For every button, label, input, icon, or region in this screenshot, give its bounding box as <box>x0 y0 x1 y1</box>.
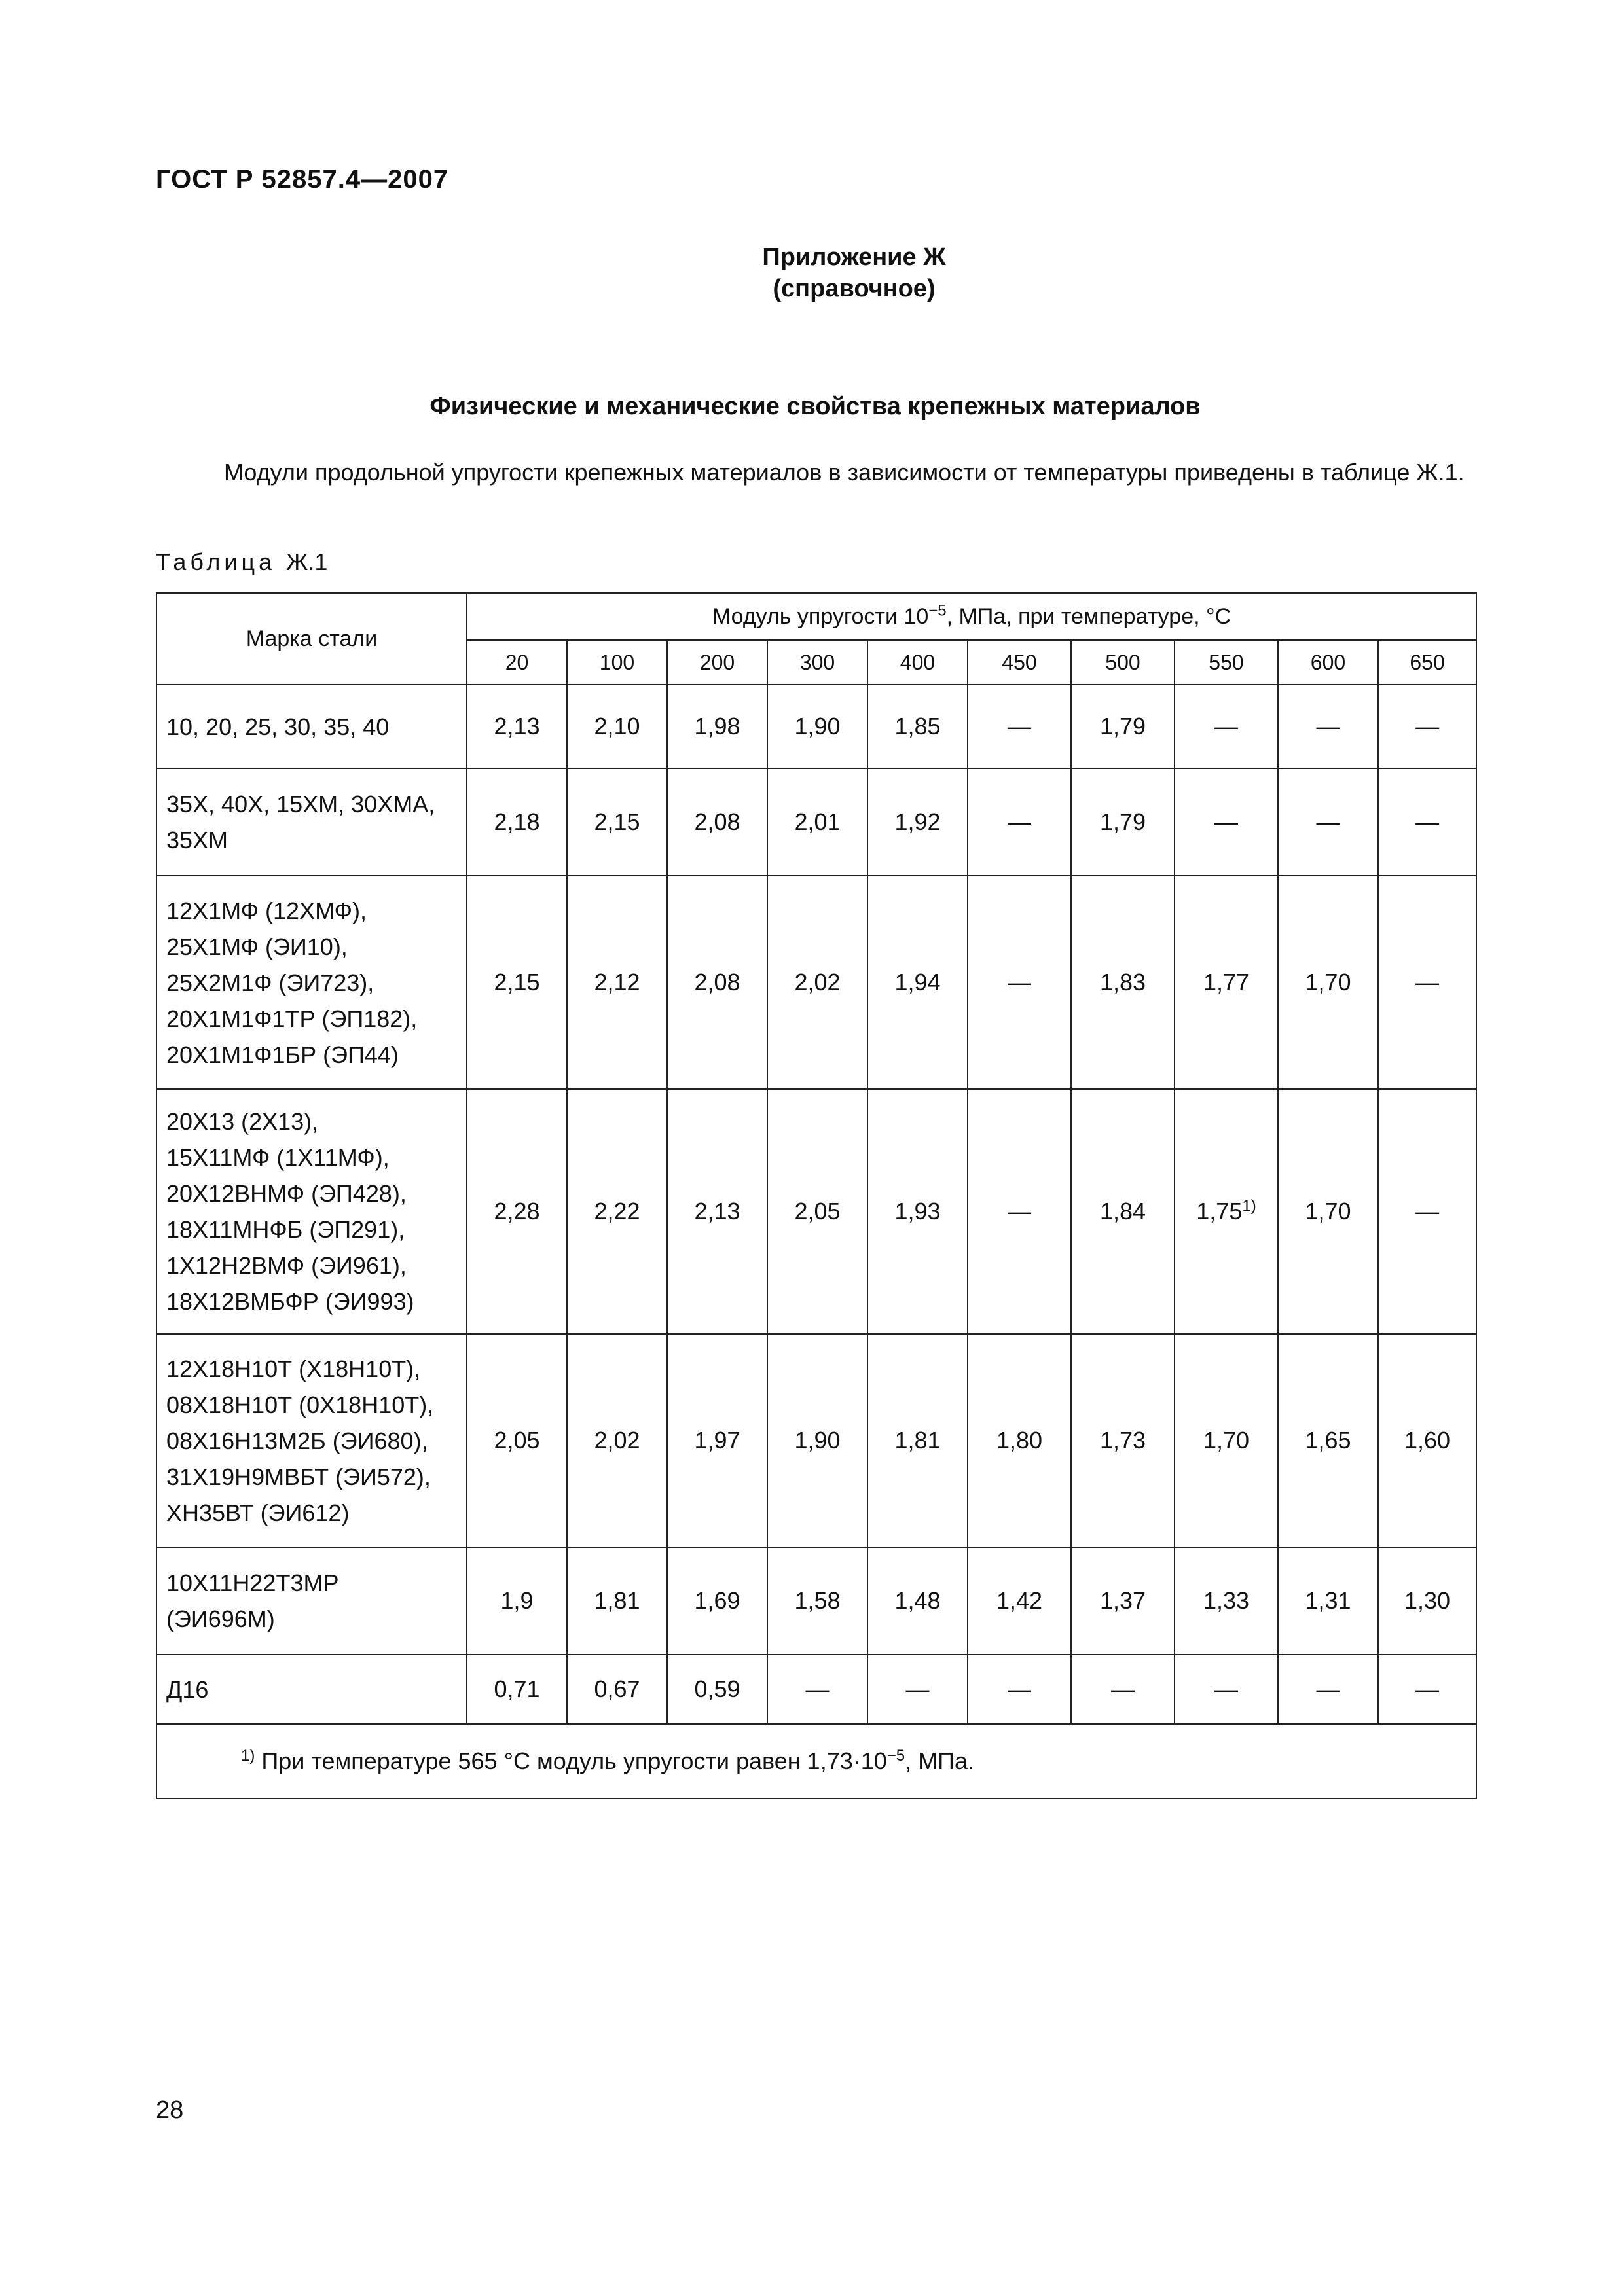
modulus-value: 1,75 <box>1196 1198 1243 1225</box>
modulus-value-cell <box>1378 1089 1476 1334</box>
temperature-header: 20 <box>467 640 567 685</box>
modulus-value-cell <box>667 768 767 876</box>
appendix-type: (справочное) <box>773 275 936 302</box>
temperature-header: 500 <box>1071 640 1175 685</box>
modulus-value: — <box>1316 713 1340 740</box>
modulus-value-cell <box>968 1089 1071 1334</box>
modulus-value-cell <box>968 768 1071 876</box>
temperature-header: 450 <box>968 640 1071 685</box>
modulus-value-cell <box>1071 876 1175 1089</box>
modulus-value: 2,12 <box>594 969 640 996</box>
steel-grade-cell <box>156 768 467 876</box>
modulus-value-cell <box>1278 768 1378 876</box>
modulus-value-cell <box>767 768 867 876</box>
steel-grade-line: ХН35ВТ (ЭИ612) <box>166 1499 350 1526</box>
modulus-value-cell <box>1278 1547 1378 1655</box>
page-number: 28 <box>156 2096 184 2124</box>
modulus-value-cell <box>567 1334 667 1547</box>
modulus-value-cell <box>1175 1334 1278 1547</box>
header-steel-grade: Марка стали <box>156 593 467 685</box>
modulus-value: 1,42 <box>996 1587 1043 1614</box>
modulus-value: — <box>1415 808 1440 835</box>
modulus-value: 2,02 <box>794 969 841 996</box>
intro-paragraph <box>156 455 1474 490</box>
modulus-value-cell <box>968 1547 1071 1655</box>
modulus-value-cell <box>1071 1334 1175 1547</box>
modulus-value: 1,93 <box>894 1198 941 1225</box>
modulus-value-cell <box>567 768 667 876</box>
modulus-value-cell <box>867 1334 968 1547</box>
modulus-value-cell <box>1175 1089 1278 1334</box>
modulus-value: 1,79 <box>1099 808 1146 835</box>
modulus-value-cell <box>867 1655 968 1724</box>
modulus-value-cell <box>767 685 867 768</box>
modulus-value: 1,77 <box>1203 969 1250 996</box>
header-modulus-suffix: , МПа, при температуре, °С <box>946 603 1231 629</box>
temperature-header: 300 <box>767 640 867 685</box>
modulus-value-cell <box>567 685 667 768</box>
modulus-value-cell <box>1378 1655 1476 1724</box>
modulus-value: 1,81 <box>594 1587 640 1614</box>
modulus-value-cell <box>567 876 667 1089</box>
modulus-value-cell <box>1378 1547 1476 1655</box>
modulus-value-cell <box>767 1655 867 1724</box>
modulus-value: 1,37 <box>1099 1587 1146 1614</box>
steel-grade-line: 15Х11МФ (1Х11МФ), <box>166 1144 390 1171</box>
steel-grade-line: 35ХМ <box>166 827 228 853</box>
modulus-value: 1,84 <box>1099 1198 1146 1225</box>
table-footnote <box>156 1724 1476 1799</box>
modulus-value-cell <box>1378 876 1476 1089</box>
modulus-value: — <box>1214 1676 1238 1702</box>
temperature-header: 400 <box>867 640 968 685</box>
modulus-value: 0,67 <box>594 1676 640 1702</box>
modulus-value-cell <box>667 1655 767 1724</box>
modulus-value-cell <box>867 685 968 768</box>
modulus-value-cell <box>1278 876 1378 1089</box>
modulus-value-cell <box>1278 1089 1378 1334</box>
steel-grade-line: 20Х13 (2Х13), <box>166 1108 319 1135</box>
modulus-value: 2,05 <box>794 1198 841 1225</box>
modulus-value-cell <box>567 1089 667 1334</box>
modulus-value-cell <box>1175 768 1278 876</box>
modulus-value: — <box>1214 713 1238 740</box>
modulus-value: 1,30 <box>1404 1587 1451 1614</box>
modulus-value-cell <box>1378 1334 1476 1547</box>
modulus-value: — <box>1415 969 1440 996</box>
modulus-value: 1,73 <box>1099 1427 1146 1454</box>
modulus-value: 1,94 <box>894 969 941 996</box>
modulus-value-cell <box>467 768 567 876</box>
modulus-value-cell <box>567 1547 667 1655</box>
footnote-text-before: При температуре 565 °С модуль упругости равен 1,73·10 <box>255 1748 887 1774</box>
temperature-header: 100 <box>567 640 667 685</box>
modulus-value-cell <box>867 876 968 1089</box>
modulus-value: 0,71 <box>494 1676 540 1702</box>
steel-grade-line: 20Х1М1Ф1ТР (ЭП182), <box>166 1005 418 1032</box>
modulus-value-cell <box>968 876 1071 1089</box>
table-row <box>156 1655 1476 1724</box>
modulus-value: — <box>1111 1676 1135 1702</box>
steel-grade-line: 1Х12Н2ВМФ (ЭИ961), <box>166 1252 407 1279</box>
modulus-value-cell <box>767 1547 867 1655</box>
table-row <box>156 1089 1476 1334</box>
modulus-value: — <box>1008 1676 1031 1702</box>
modulus-value-cell <box>867 1089 968 1334</box>
modulus-value: 1,81 <box>894 1427 941 1454</box>
table-caption <box>156 548 327 576</box>
modulus-value-cell <box>667 876 767 1089</box>
modulus-value: 1,90 <box>794 1427 841 1454</box>
modulus-table <box>156 592 1477 1799</box>
temperature-header: 550 <box>1175 640 1278 685</box>
steel-grade-line: 20Х12ВНМФ (ЭП428), <box>166 1180 407 1207</box>
modulus-value: — <box>1316 808 1340 835</box>
modulus-value: 1,58 <box>794 1587 841 1614</box>
modulus-value: 1,69 <box>694 1587 740 1614</box>
footnote-exp: −5 <box>886 1747 905 1765</box>
modulus-value: 2,05 <box>494 1427 540 1454</box>
steel-grade-line: 10Х11Н22Т3МР <box>166 1570 339 1596</box>
modulus-value: 1,70 <box>1305 1198 1351 1225</box>
modulus-value: 2,28 <box>494 1198 540 1225</box>
modulus-value-cell <box>1071 685 1175 768</box>
modulus-value: 2,15 <box>594 808 640 835</box>
steel-grade-line: 10, 20, 25, 30, 35, 40 <box>166 713 390 740</box>
modulus-value-cell <box>1071 1547 1175 1655</box>
modulus-value-cell <box>867 768 968 876</box>
temperature-header: 200 <box>667 640 767 685</box>
modulus-value-cell <box>1071 768 1175 876</box>
modulus-value: — <box>1415 1676 1440 1702</box>
modulus-value: 2,10 <box>594 713 640 740</box>
modulus-value-cell <box>968 1655 1071 1724</box>
modulus-value: 1,60 <box>1404 1427 1451 1454</box>
table-row <box>156 685 1476 768</box>
appendix-title: Приложение Ж <box>762 243 946 271</box>
modulus-value: 2,01 <box>794 808 841 835</box>
table-row <box>156 1547 1476 1655</box>
modulus-value-cell <box>1378 685 1476 768</box>
modulus-value: 1,90 <box>794 713 841 740</box>
modulus-value: 2,15 <box>494 969 540 996</box>
modulus-value-cell <box>467 1547 567 1655</box>
modulus-value-cell <box>767 1089 867 1334</box>
modulus-value: 1,92 <box>894 808 941 835</box>
modulus-value: 1,98 <box>694 713 740 740</box>
modulus-value-cell <box>667 1089 767 1334</box>
steel-grade-line: Д16 <box>166 1676 209 1703</box>
modulus-value: — <box>905 1676 930 1702</box>
modulus-value-cell <box>467 1655 567 1724</box>
table-caption-word: Таблица <box>156 548 276 575</box>
table-row <box>156 1334 1476 1547</box>
steel-grade-line: 18Х12ВМБФР (ЭИ993) <box>166 1288 414 1315</box>
modulus-value: — <box>1008 808 1031 835</box>
steel-grade-line: 12Х1МФ (12ХМФ), <box>166 897 367 924</box>
modulus-value: 2,08 <box>694 808 740 835</box>
modulus-value: 2,22 <box>594 1198 640 1225</box>
steel-grade-cell <box>156 1655 467 1724</box>
footnote-mark: 1) <box>241 1747 255 1765</box>
table-row <box>156 768 1476 876</box>
modulus-value: — <box>1316 1676 1340 1702</box>
table-caption-number: Ж.1 <box>286 548 328 575</box>
modulus-value-cell <box>1071 1655 1175 1724</box>
steel-grade-cell <box>156 1089 467 1334</box>
modulus-value: 2,02 <box>594 1427 640 1454</box>
modulus-value-cell <box>1175 1547 1278 1655</box>
steel-grade-line: 18Х11МНФБ (ЭП291), <box>166 1216 405 1243</box>
modulus-value-cell <box>767 1334 867 1547</box>
modulus-value: 1,97 <box>694 1427 740 1454</box>
modulus-value-cell <box>467 1334 567 1547</box>
steel-grade-cell <box>156 1334 467 1547</box>
modulus-value-cell <box>667 685 767 768</box>
modulus-value-cell <box>1278 1655 1378 1724</box>
header-modulus-exp: −5 <box>928 601 947 620</box>
modulus-value: 1,9 <box>500 1587 534 1614</box>
modulus-value: 1,83 <box>1099 969 1146 996</box>
intro-text: Модули продольной упругости крепежных материалов в зависимости от температуры приведены в таблице Ж.1. <box>224 459 1465 486</box>
modulus-value-cell <box>968 685 1071 768</box>
footnote-ref: 1) <box>1242 1197 1256 1215</box>
modulus-value: — <box>805 1676 830 1702</box>
modulus-value-cell <box>467 876 567 1089</box>
modulus-value-cell <box>567 1655 667 1724</box>
steel-grade-cell <box>156 685 467 768</box>
steel-grade-line: 08Х16Н13М2Б (ЭИ680), <box>166 1427 428 1454</box>
modulus-value: 2,13 <box>494 713 540 740</box>
modulus-value: 1,48 <box>894 1587 941 1614</box>
modulus-value-cell <box>1175 1655 1278 1724</box>
modulus-value-cell <box>968 1334 1071 1547</box>
header-modulus <box>467 593 1476 640</box>
modulus-value-cell <box>767 876 867 1089</box>
modulus-value-cell <box>1378 768 1476 876</box>
modulus-value-cell <box>667 1547 767 1655</box>
modulus-value: — <box>1008 713 1031 740</box>
temperature-header: 600 <box>1278 640 1378 685</box>
modulus-value-cell <box>1175 685 1278 768</box>
modulus-value: — <box>1008 1198 1031 1225</box>
modulus-value: 2,08 <box>694 969 740 996</box>
steel-grade-line: 35Х, 40Х, 15ХМ, 30ХМА, <box>166 791 435 817</box>
modulus-value-cell <box>1071 1089 1175 1334</box>
steel-grade-line: 20Х1М1Ф1БР (ЭП44) <box>166 1041 399 1068</box>
modulus-value: 1,31 <box>1305 1587 1351 1614</box>
steel-grade-line: 25Х2М1Ф (ЭИ723), <box>166 969 374 996</box>
modulus-value: 1,85 <box>894 713 941 740</box>
steel-grade-cell <box>156 876 467 1089</box>
steel-grade-cell <box>156 1547 467 1655</box>
modulus-value: 1,33 <box>1203 1587 1250 1614</box>
table-row <box>156 876 1476 1089</box>
modulus-value: 1,80 <box>996 1427 1043 1454</box>
modulus-value: 2,18 <box>494 808 540 835</box>
steel-grade-line: 08Х18Н10Т (0Х18Н10Т), <box>166 1391 434 1418</box>
footnote-text-after: , МПа. <box>905 1748 975 1774</box>
modulus-value: — <box>1415 713 1440 740</box>
modulus-value: 1,65 <box>1305 1427 1351 1454</box>
steel-grade-line: 31Х19Н9МВБТ (ЭИ572), <box>166 1463 431 1490</box>
section-title: Физические и механические свойства крепежных материалов <box>429 393 1201 420</box>
modulus-value-cell <box>1175 876 1278 1089</box>
header-modulus-prefix: Модуль упругости 10 <box>712 603 929 629</box>
modulus-value: 2,13 <box>694 1198 740 1225</box>
modulus-value-cell <box>867 1547 968 1655</box>
document-header: ГОСТ Р 52857.4—2007 <box>156 165 449 194</box>
temperature-header: 650 <box>1378 640 1476 685</box>
modulus-value: 1,70 <box>1203 1427 1250 1454</box>
modulus-value: 1,79 <box>1099 713 1146 740</box>
modulus-value: — <box>1008 969 1031 996</box>
modulus-value-cell <box>467 1089 567 1334</box>
modulus-value: 1,70 <box>1305 969 1351 996</box>
modulus-value-cell <box>667 1334 767 1547</box>
steel-grade-line: 25Х1МФ (ЭИ10), <box>166 933 348 960</box>
table-body <box>156 685 1476 1724</box>
steel-grade-line: (ЭИ696М) <box>166 1605 275 1632</box>
steel-grade-line: 12Х18Н10Т (Х18Н10Т), <box>166 1355 421 1382</box>
modulus-value-cell <box>1278 685 1378 768</box>
modulus-value: 0,59 <box>694 1676 740 1702</box>
modulus-value-cell <box>1278 1334 1378 1547</box>
modulus-value: — <box>1214 808 1238 835</box>
modulus-value: — <box>1415 1198 1440 1225</box>
modulus-value-cell <box>467 685 567 768</box>
